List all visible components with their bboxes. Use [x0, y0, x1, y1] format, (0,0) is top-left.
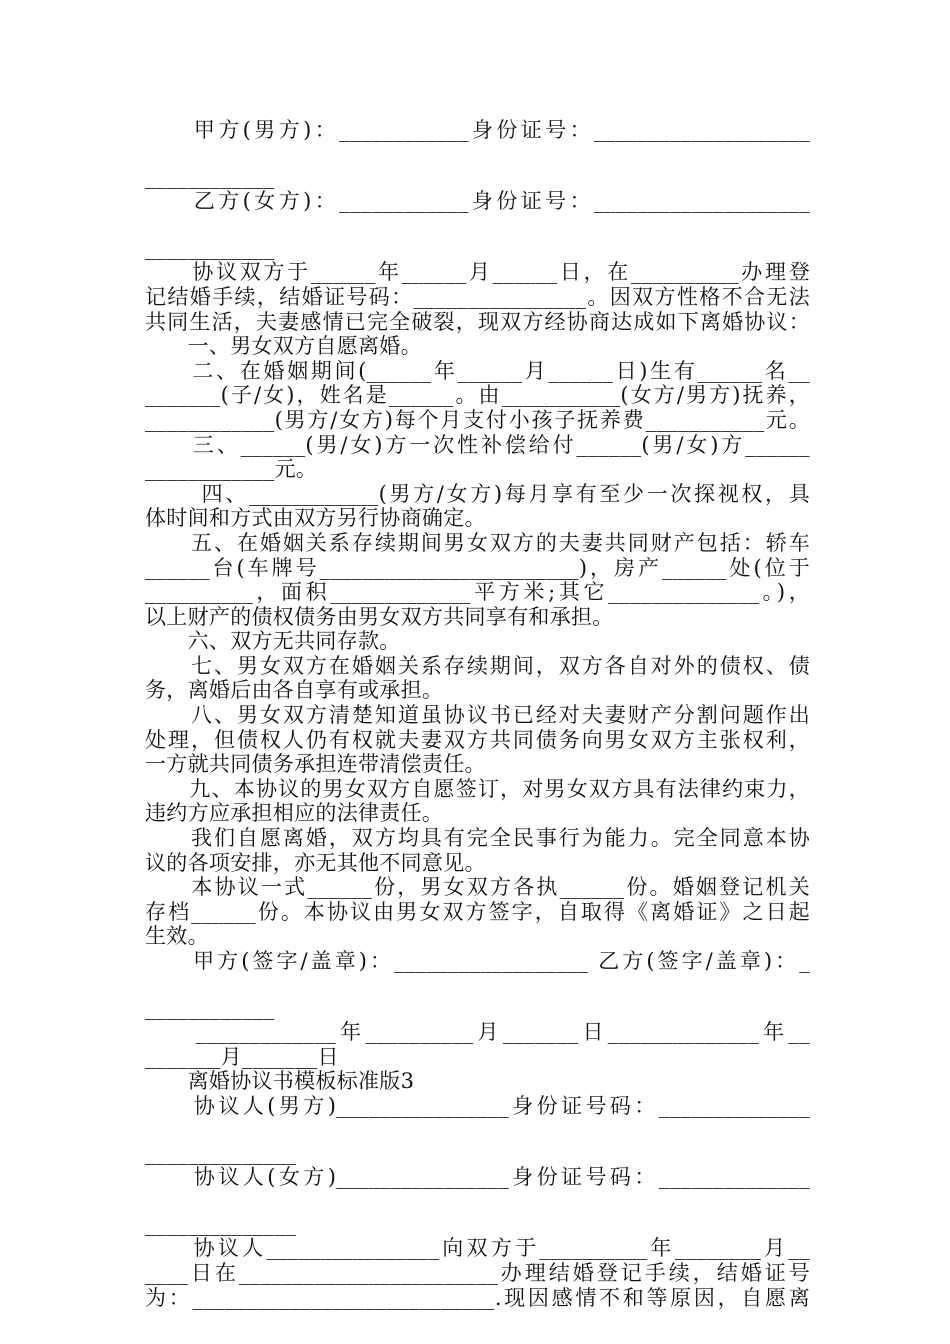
text-line: ____________ — [145, 995, 275, 1020]
text-line: 协议人(男方)________________身份证号码：______________ — [145, 1093, 810, 1118]
text-line: 体时间和方式由双方另行协商确定。 — [145, 506, 486, 531]
text-line: 议的各项安排，亦无其他不同意见。 — [145, 850, 486, 875]
text-line: 三、______(男/女)方一次性补偿给付______(男/女)方______ — [145, 432, 810, 457]
text-line: 九、本协议的男女双方自愿签订，对男女双方具有法律约束力， — [145, 776, 810, 801]
text-line: ____________(男方/女方)每个月支付小孩子抚养费___________元。 — [145, 407, 810, 432]
text-line: 甲方(签字/盖章)：__________________ 乙方(签字/盖章)：_ — [145, 949, 810, 973]
text-line: _______(子/女)，姓名是______。由___________(女方/男方)抚养， — [145, 383, 810, 408]
text-line: 务，离婚后由各自享有或承担。 — [145, 678, 444, 703]
text-line: 本协议一式______份，男女双方各执______份。婚姻登记机关 — [145, 875, 810, 900]
text-line: 我们自愿离婚，双方均具有完全民事行为能力。完全同意本协 — [145, 826, 810, 851]
text-line: 协议双方于______年______月______日，在__________办理登 — [145, 260, 810, 285]
text-line: 六、双方无共同存款。 — [145, 629, 401, 654]
text-line: _____________年__________月_______日______________年__ — [145, 1020, 810, 1045]
text-line: 甲方(男方)：____________身份证号：____________________ — [145, 118, 810, 142]
text-line: 四、____________(男方/女方)每月享有至少一次探视权，具 — [145, 481, 810, 506]
text-line: 一方就共同债务承担连带清偿责任。 — [145, 752, 486, 777]
text-line: __________，面积_____________平方米;其它______________。)， — [145, 580, 810, 605]
text-line: 存档______份。本协议由男女双方签字，自取得《离婚证》之日起 — [145, 899, 810, 924]
text-line: 协议人(女方)________________身份证号码：______________ — [145, 1165, 810, 1190]
document-body — [145, 118, 810, 1310]
text-line: 一、男女双方自愿离婚。 — [145, 334, 422, 359]
text-line: ____________元。 — [145, 457, 318, 482]
text-line: 乙方(女方)：____________身份证号：____________________ — [145, 189, 810, 214]
text-line: ______________ — [145, 1140, 297, 1165]
text-line: 七、男女双方在婚姻关系存续期间，双方各自对外的债权、债 — [145, 653, 810, 678]
text-line: 五、在婚姻关系存续期间男女双方的夫妻共同财产包括：轿车 — [145, 530, 810, 555]
text-line: 生效。 — [145, 924, 209, 949]
text-line: 处理，但债权人仍有权就夫妻双方共同债务向男女双方主张权利， — [145, 727, 810, 752]
text-line: 以上财产的债权债务由男女双方共同享有和承担。 — [145, 604, 614, 629]
text-line: ______台(车牌号________________________)，房产______处(位于 — [145, 555, 810, 580]
text-line: 离婚协议书模板标准版3 — [145, 1069, 415, 1094]
text-line: ____________ — [145, 235, 275, 260]
text-line: 八、男女双方清楚知道虽协议书已经对夫妻财产分割问题作出 — [145, 703, 810, 728]
text-line: 协议人________________向双方于__________年________月__ — [145, 1236, 810, 1261]
text-line: 二、在婚姻期间(______年______月______日)生有______名__ — [145, 358, 810, 383]
text-line: 记结婚手续，结婚证号码：________________。因双方性格不合无法 — [145, 284, 810, 309]
text-line: 违约方应承担相应的法律责任。 — [145, 801, 444, 826]
text-line: ______________ — [145, 1211, 297, 1236]
text-line: 为：____________________________.现因感情不和等原因，自愿离 — [145, 1285, 810, 1310]
text-line: ____________ — [145, 164, 275, 189]
text-line: ____日在________________________办理结婚登记手续，结婚证号 — [145, 1260, 810, 1285]
text-line: _______月_______日 — [145, 1044, 339, 1069]
text-line: 共同生活，夫妻感情已完全破裂，现双方经协商达成如下离婚协议： — [145, 309, 810, 334]
